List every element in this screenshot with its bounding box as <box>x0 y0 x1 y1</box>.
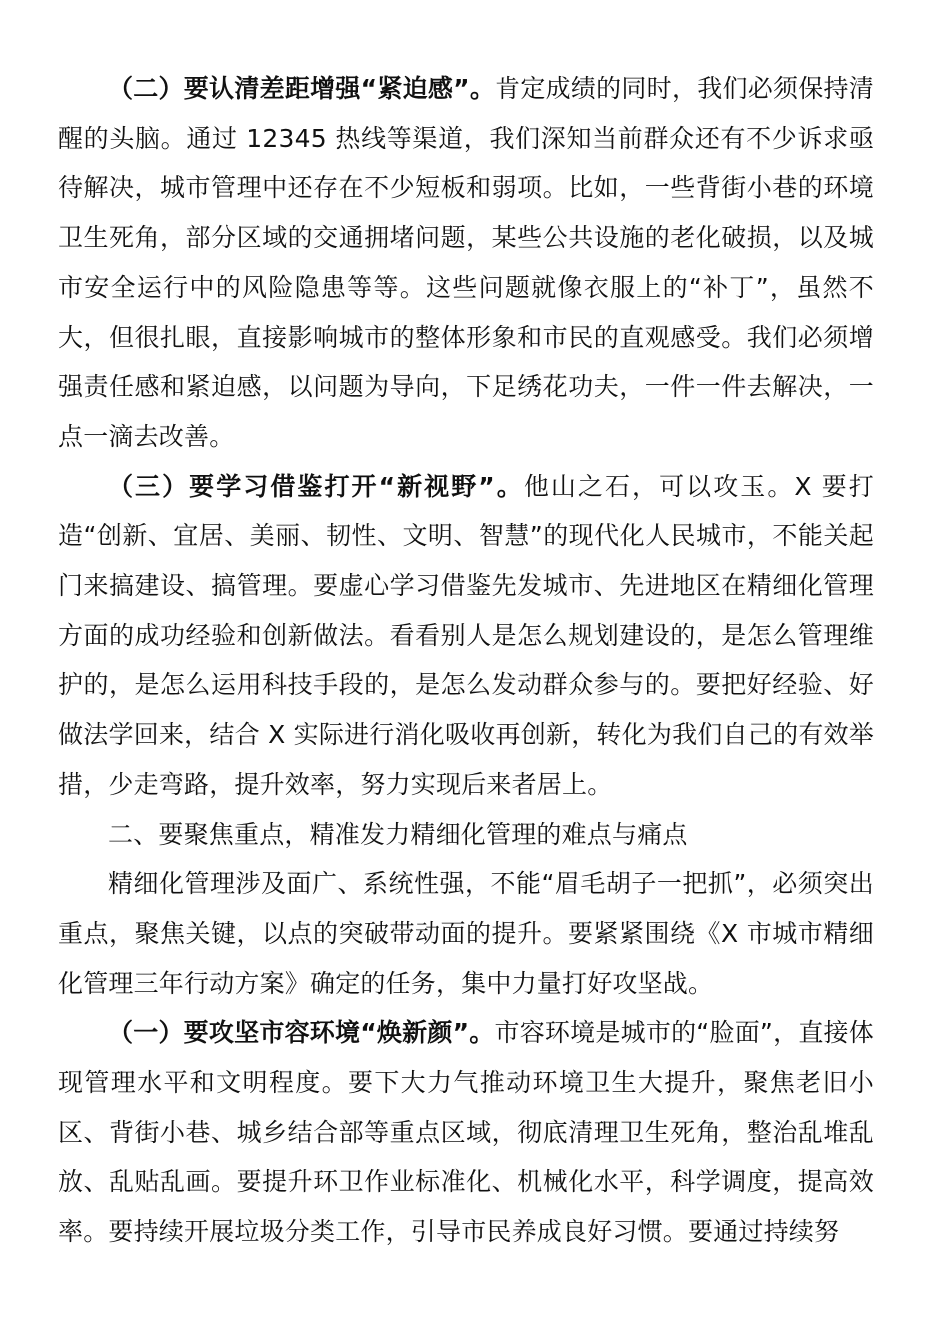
paragraph-body: 精细化管理涉及面广、系统性强，不能“眉毛胡子一把抓”，必须突出重点，聚焦关键，以点的突破带动面的提升。要紧紧围绕《X 市城市精细化管理三年行动方案》确定的任务，集中力量打好攻坚战。 <box>58 869 874 998</box>
paragraph-body: 他山之石，可以攻玉。X 要打造“创新、宜居、美丽、韧性、文明、智慧”的现代化人民城市，不能关起门来搞建设、搞管理。要虚心学习借鉴先发城市、先进地区在精细化管理方面的成功经验和创新做法。看看别人是怎么规划建设的，是怎么管理维护的，是怎么运用科技手段的，是怎么发动群众参与的。要把好经验、好做法学回来，结合 X 实际进行消化吸收再创新，转化为我们自己的有效举措，少走弯路，提升效率，努力实现后来者居上。 <box>58 471 874 799</box>
paragraph-new-vision <box>58 462 874 810</box>
section-heading <box>58 810 874 860</box>
paragraph-city-appearance <box>58 1008 874 1257</box>
paragraph-heading: （二）要认清差距增强“紧迫感”。 <box>108 74 496 103</box>
paragraph-heading: （三）要学习借鉴打开“新视野”。 <box>108 471 524 501</box>
paragraph-heading: （一）要攻坚市容环境“焕新颜”。 <box>108 1018 495 1048</box>
paragraph-body: 肯定成绩的同时，我们必须保持清醒的头脑。通过 12345 热线等渠道，我们深知当前群众还有不少诉求亟待解决，城市管理中还存在不少短板和弱项。比如，一些背街小巷的环境卫生死角，部分区域的交通拥堵问题，某些公共设施的老化破损，以及城市安全运行中的风险隐患等等。这些问题就像衣服上的“补丁”，虽然不大，但很扎眼，直接影响城市的整体形象和市民的直观感受。我们必须增强责任感和紧迫感，以问题为导向，下足绣花功夫，一件一件去解决，一点一滴去改善。 <box>58 74 874 451</box>
paragraph-body: 市容环境是城市的“脸面”，直接体现管理水平和文明程度。要下大力气推动环境卫生大提升，聚焦老旧小区、背街小巷、城乡结合部等重点区域，彻底清理卫生死角，整治乱堆乱放、乱贴乱画。要提升环卫作业标准化、机械化水平，科学调度，提高效率。要持续开展垃圾分类工作，引导市民养成良好习惯。要通过持续努 <box>58 1018 874 1247</box>
paragraph-section-intro <box>58 859 874 1008</box>
section-heading-text: 二、要聚焦重点，精准发力精细化管理的难点与痛点 <box>108 819 688 849</box>
paragraph-urgency <box>58 64 874 462</box>
